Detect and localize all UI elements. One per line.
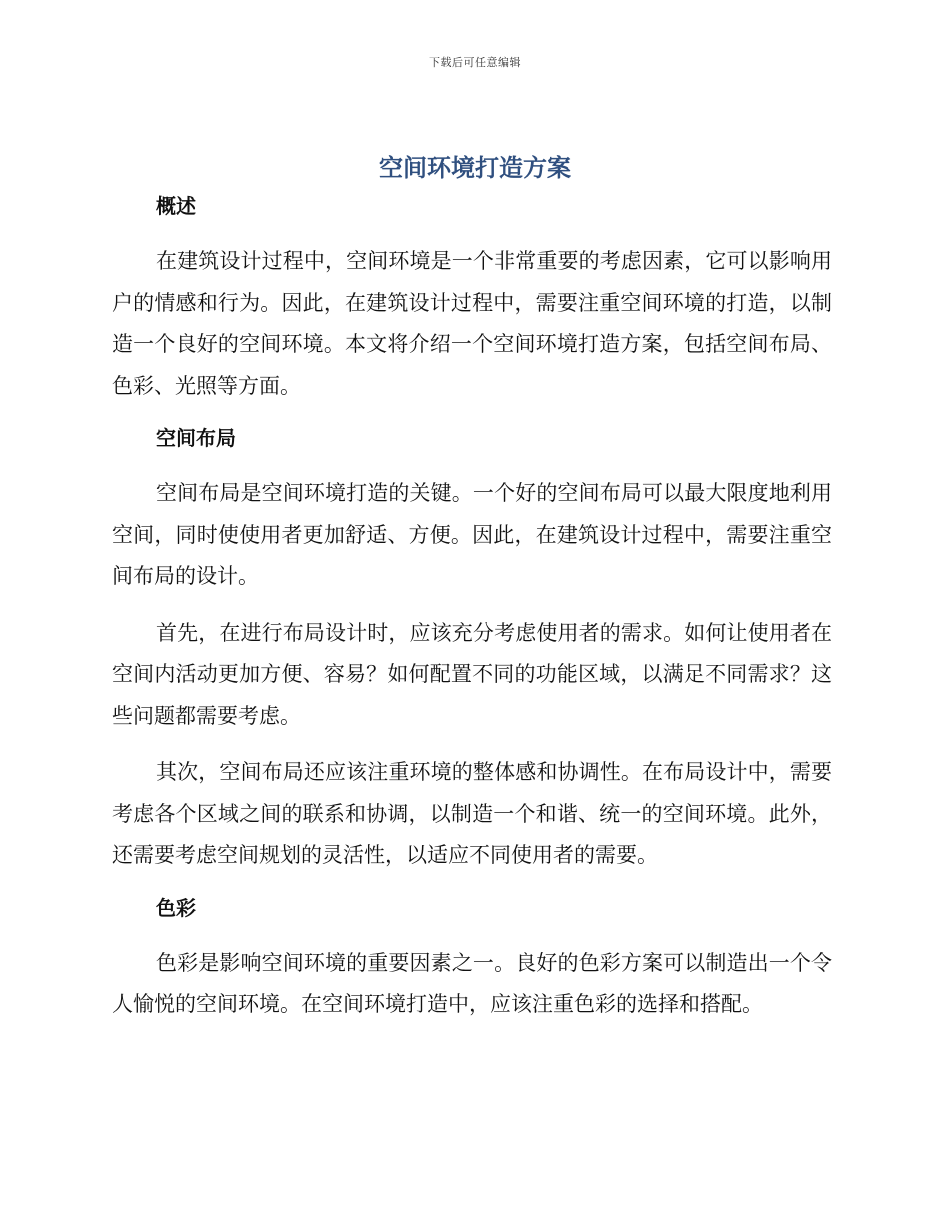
paragraph-layout-3: 其次，空间布局还应该注重环境的整体感和协调性。在布局设计中，需要考虑各个区域之间的联系和协调，以制造一个和谐、统一的空间环境。此外，还需要考虑空间规划的灵活性，以适应不同使用者的需要。: [112, 760, 832, 867]
document-body: [112, 190, 832, 1026]
document-title: 空间环境打造方案: [379, 154, 571, 182]
section-heading-color: 色彩: [156, 895, 196, 920]
paragraph-overview: 在建筑设计过程中，空间环境是一个非常重要的考虑因素，它可以影响用户的情感和行为。因此，在建筑设计过程中，需要注重空间环境的打造，以制造一个良好的空间环境。本文将介绍一个空间环境打造方案，包括空间布局、色彩、光照等方面。: [112, 249, 832, 398]
paragraph-color: 色彩是影响空间环境的重要因素之一。良好的色彩方案可以制造出一个令人愉悦的空间环境。在空间环境打造中，应该注重色彩的选择和搭配。: [112, 950, 832, 1016]
header-note: 下载后可任意编辑: [429, 56, 521, 69]
section-heading-overview: 概述: [156, 194, 196, 218]
paragraph-layout-2: 首先，在进行布局设计时，应该充分考虑使用者的需求。如何让使用者在空间内活动更加方便、容易？如何配置不同的功能区域，以满足不同需求？这些问题都需要考虑。: [112, 620, 832, 728]
paragraph-layout-1: 空间布局是空间环境打造的关键。一个好的空间布局可以最大限度地利用空间，同时使使用者更加舒适、方便。因此，在建筑设计过程中，需要注重空间布局的设计。: [112, 481, 832, 588]
section-heading-layout: 空间布局: [156, 426, 236, 450]
